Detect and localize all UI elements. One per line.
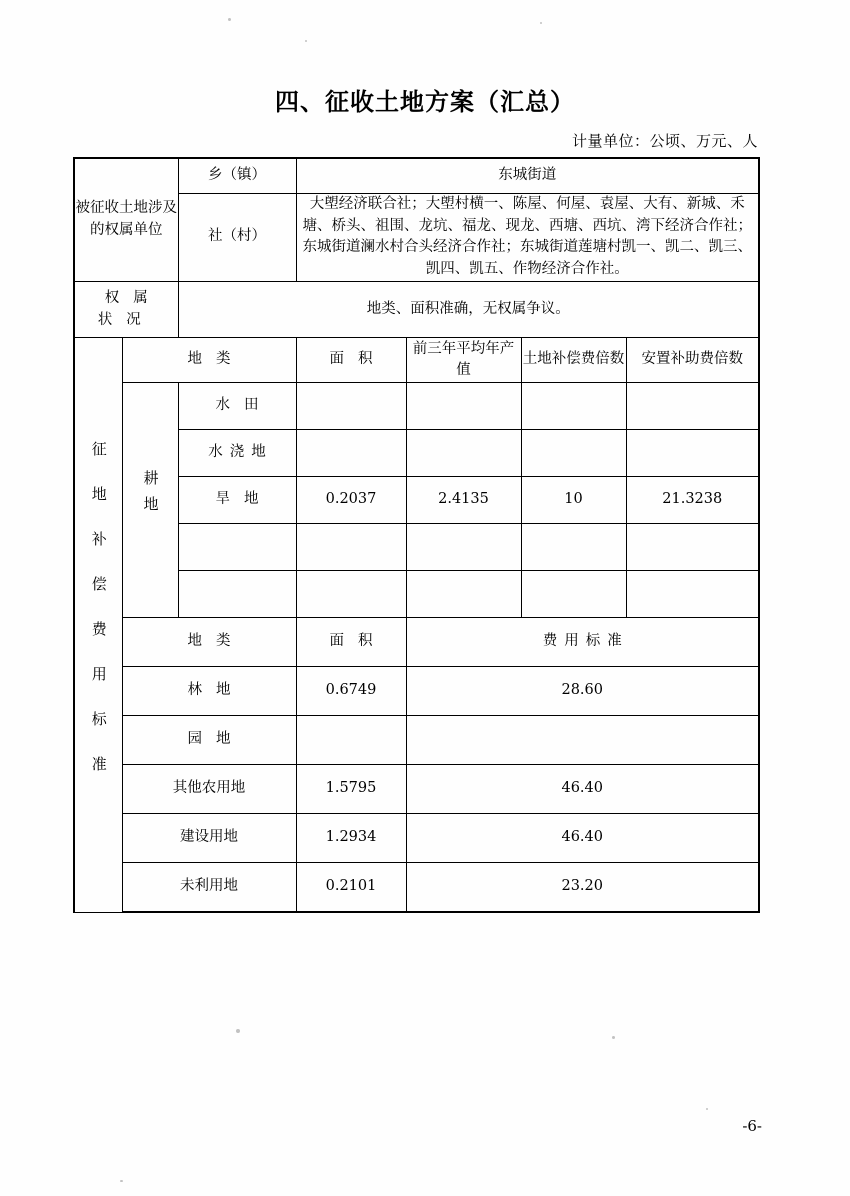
- ownership-status-label: 权属状况: [74, 281, 178, 338]
- land-acquisition-table: [73, 157, 760, 913]
- scan-speck: [706, 1108, 708, 1110]
- land-type-name: 未利用地: [122, 863, 296, 913]
- header-fee-standard: 费用标准: [406, 618, 759, 667]
- land-area-value: 0.6749: [296, 667, 406, 716]
- scan-speck: [236, 1029, 240, 1033]
- avg-yield-value: [406, 430, 521, 477]
- scan-speck: [305, 40, 307, 42]
- header-land-type-upper: 地类: [122, 338, 296, 383]
- scan-speck: [228, 18, 231, 21]
- fee-standard-value: 46.40: [406, 814, 759, 863]
- table-row-construction-land: [74, 814, 759, 863]
- land-area-value: 1.2934: [296, 814, 406, 863]
- land-area-value: 0.2101: [296, 863, 406, 913]
- township-label: 乡（镇）: [178, 158, 296, 193]
- table-row-unused-land: [74, 863, 759, 913]
- page-number: -6-: [742, 1117, 762, 1135]
- header-land-comp-multiple: 土地补偿费倍数: [521, 338, 626, 383]
- avg-yield-value: 2.4135: [406, 477, 521, 524]
- township-value: 东城街道: [296, 158, 759, 193]
- resettle-multiple-value: 21.3238: [626, 477, 759, 524]
- scan-speck: [612, 1036, 615, 1039]
- resettle-multiple-value: [626, 571, 759, 618]
- fee-standard-value: [406, 716, 759, 765]
- header-resettle-multiple: 安置补助费倍数: [626, 338, 759, 383]
- land-comp-multiple-value: [521, 383, 626, 430]
- fee-standard-value: 28.60: [406, 667, 759, 716]
- cultivated-land-group-label: 耕地: [122, 383, 178, 618]
- land-acquisition-table-wrapper: [73, 157, 758, 913]
- land-area-value: 0.2037: [296, 477, 406, 524]
- land-type-name: 旱地: [178, 477, 296, 524]
- village-value: 大塱经济联合社；大塱村横一、陈屋、何屋、袁屋、大有、新城、禾塘、桥头、祖围、龙坑、福龙、现龙、西塘、西坑、湾下经济合作社；东城街道澜水村合头经济合作社；东城街道莲塘村凯一、凯二、凯三、凯四、凯五、作物经济合作社。: [296, 193, 759, 281]
- table-row-header-lower: [74, 618, 759, 667]
- land-type-name: [178, 524, 296, 571]
- table-row-ownership-status: [74, 281, 759, 338]
- table-row-other-agricultural-land: [74, 765, 759, 814]
- land-type-name: 其他农用地: [122, 765, 296, 814]
- table-row-paddy-field: [74, 383, 759, 430]
- fee-standard-value: 23.20: [406, 863, 759, 913]
- ownership-status-value: 地类、面积准确，无权属争议。: [178, 281, 759, 338]
- land-type-name: 园地: [122, 716, 296, 765]
- land-area-value: [296, 430, 406, 477]
- resettle-multiple-value: [626, 383, 759, 430]
- measurement-unit-note: 计量单位：公顷、万元、人: [571, 132, 758, 150]
- header-land-type-lower: 地类: [122, 618, 296, 667]
- land-type-name: 水田: [178, 383, 296, 430]
- ownership-units-row-label: 被征收土地涉及的权属单位: [74, 158, 178, 281]
- land-area-value: [296, 383, 406, 430]
- land-area-value: 1.5795: [296, 765, 406, 814]
- land-comp-multiple-value: [521, 571, 626, 618]
- scan-speck: [540, 22, 542, 24]
- header-area-upper: 面积: [296, 338, 406, 383]
- fee-standard-value: 46.40: [406, 765, 759, 814]
- land-type-name: [178, 571, 296, 618]
- avg-yield-value: [406, 383, 521, 430]
- land-area-value: [296, 716, 406, 765]
- land-comp-multiple-value: [521, 524, 626, 571]
- land-comp-multiple-value: [521, 430, 626, 477]
- header-area-lower: 面积: [296, 618, 406, 667]
- page-title: 四、征收土地方案（汇总）: [275, 88, 575, 116]
- land-type-name: 建设用地: [122, 814, 296, 863]
- land-area-value: [296, 524, 406, 571]
- avg-yield-value: [406, 524, 521, 571]
- resettle-multiple-value: [626, 430, 759, 477]
- village-label: 社（村）: [178, 193, 296, 281]
- resettle-multiple-value: [626, 524, 759, 571]
- avg-yield-value: [406, 571, 521, 618]
- land-area-value: [296, 571, 406, 618]
- scan-speck: [120, 1180, 123, 1182]
- land-type-name: 水浇地: [178, 430, 296, 477]
- table-row-township: [74, 158, 759, 193]
- table-row-forest-land: [74, 667, 759, 716]
- land-type-name: 林地: [122, 667, 296, 716]
- header-avg-yield: 前三年平均年产值: [406, 338, 521, 383]
- table-row-header-upper: [74, 338, 759, 383]
- compensation-section-row-label: 征地补偿费用标准: [74, 338, 122, 913]
- table-row-garden-land: [74, 716, 759, 765]
- land-comp-multiple-value: 10: [521, 477, 626, 524]
